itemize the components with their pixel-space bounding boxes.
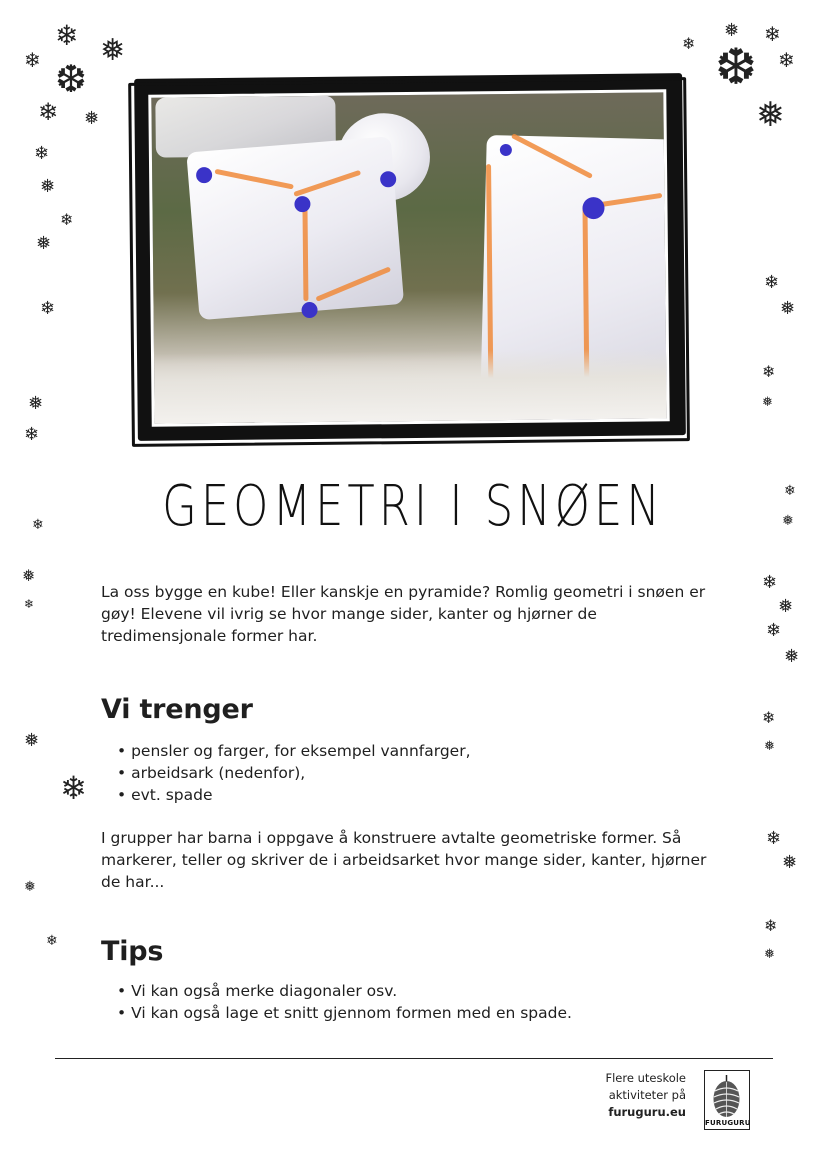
- snowflake-icon: ❄: [24, 48, 41, 72]
- page-title: GEOMETRI I SNØEN: [162, 474, 664, 539]
- snowflake-icon: ❅: [84, 108, 100, 129]
- tips-list: [117, 980, 572, 1024]
- snowflake-icon: ❄: [55, 19, 79, 52]
- snowflake-icon: ❅: [24, 730, 40, 751]
- footer-link[interactable]: furuguru.eu: [608, 1105, 686, 1119]
- snow-cubes-photo: [148, 89, 669, 426]
- snowflake-icon: ❅: [100, 33, 126, 68]
- pinecone-icon: [705, 1073, 748, 1121]
- list-item: • pensler og farger, for eksempel vannfarger,: [117, 740, 471, 762]
- snowflake-icon: ❄: [24, 424, 40, 445]
- footer-text: [605, 1070, 686, 1121]
- snowflake-icon: ❄: [778, 48, 795, 72]
- snowflake-icon: ❄: [60, 769, 87, 807]
- snowflake-icon: ❅: [24, 879, 36, 895]
- footer-divider: [55, 1058, 773, 1059]
- snowflake-icon: ❅: [40, 176, 56, 197]
- snowflake-icon: ❅: [28, 393, 44, 414]
- list-item: • evt. spade: [117, 784, 471, 806]
- needs-list: [117, 740, 471, 806]
- snowflake-icon: ❅: [780, 298, 796, 319]
- snowflake-icon: ❄: [762, 572, 778, 593]
- tips-heading: Tips: [101, 936, 164, 967]
- snowflake-icon: ❄: [764, 916, 778, 935]
- snowflake-icon: ❄: [784, 483, 796, 499]
- needs-heading: Vi trenger: [101, 694, 253, 725]
- snowflake-icon: ❅: [22, 566, 36, 585]
- snowflake-icon: ❅: [36, 233, 52, 254]
- snowflake-icon: ❄: [46, 933, 58, 949]
- footer-line-2: aktiviteter på: [608, 1088, 686, 1102]
- snowflake-icon: ❄: [762, 362, 776, 381]
- list-item: • arbeidsark (nedenfor),: [117, 762, 471, 784]
- snowflake-icon: ❆: [55, 57, 87, 101]
- snowflake-icon: ❅: [762, 395, 773, 410]
- snowflake-icon: ❄: [764, 272, 780, 293]
- snowflake-icon: ❄: [766, 620, 782, 641]
- snowflake-icon: ❄: [34, 143, 50, 164]
- snowflake-icon: ❅: [778, 596, 794, 617]
- snowflake-icon: ❄: [762, 708, 776, 727]
- snowflake-icon: ❅: [756, 95, 785, 135]
- snowflake-icon: ❅: [764, 739, 775, 754]
- snowflake-icon: ❅: [782, 513, 794, 529]
- task-paragraph: I grupper har barna i oppgave å konstruere avtalte geometriske former. Så markerer, teller og skriver de i arbeidsarket hvor mange sider, kanter, hjørner de har...: [101, 829, 707, 891]
- furuguru-logo[interactable]: [704, 1070, 750, 1130]
- snowflake-icon: ❅: [764, 947, 775, 962]
- intro-paragraph: La oss bygge en kube! Eller kanskje en pyramide? Romlig geometri i snøen er gøy! Elevene vil ivrig se hvor mange sider, kanter og hjørner de tredimensjonale former har.: [101, 583, 706, 645]
- snowflake-icon: ❄: [38, 98, 59, 126]
- snowflake-icon: ❅: [782, 852, 798, 873]
- snowflake-icon: ❄: [32, 517, 44, 533]
- snowflake-icon: ❄: [766, 828, 782, 849]
- snowflake-icon: ❄: [40, 298, 56, 319]
- list-item: • Vi kan også lage et snitt gjennom formen med en spade.: [117, 1002, 572, 1024]
- snowflake-icon: ❄: [764, 22, 781, 46]
- photo-frame: [134, 73, 686, 441]
- snowflake-icon: ❅: [784, 646, 800, 667]
- snowflake-icon: ❄: [682, 34, 696, 53]
- snowflake-icon: ❆: [715, 38, 757, 96]
- logo-text: FURUGURU: [705, 1119, 751, 1127]
- snowflake-icon: ❄: [24, 597, 35, 611]
- snowflake-icon: ❅: [724, 20, 740, 41]
- snowflake-icon: ❄: [60, 210, 74, 229]
- list-item: • Vi kan også merke diagonaler osv.: [117, 980, 572, 1002]
- footer-line-1: Flere uteskole: [605, 1071, 686, 1085]
